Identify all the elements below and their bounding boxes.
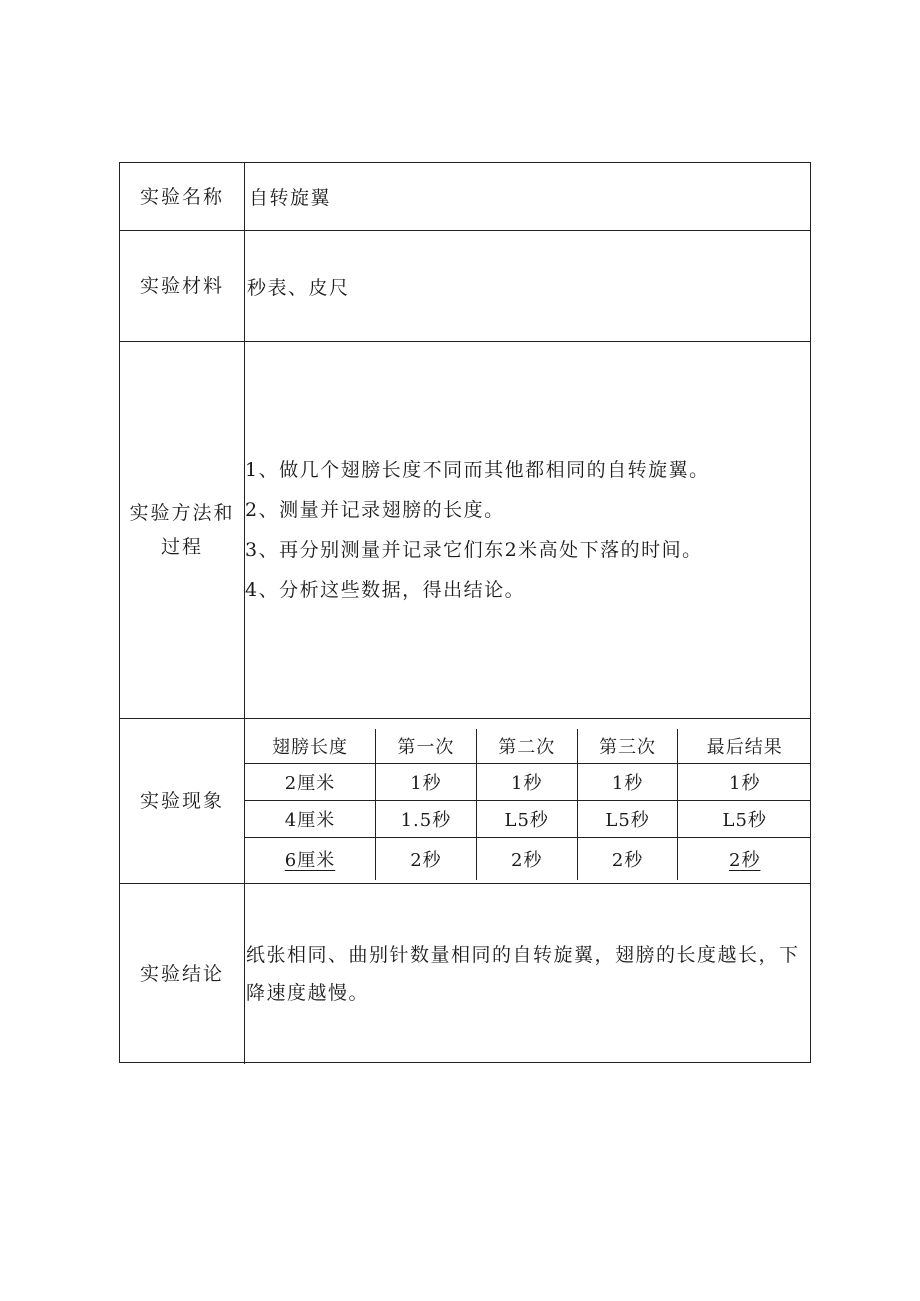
label-method-line1: 实验方法和: [129, 502, 235, 524]
header-trial-1: 第一次: [376, 729, 477, 764]
row-experiment-conclusion: [120, 884, 810, 1064]
method-steps-list: [245, 450, 710, 610]
value-experiment-name: 自转旋翼: [249, 187, 332, 209]
observation-header-row: [245, 729, 811, 764]
label-experiment-materials: 实验材料: [120, 231, 245, 341]
method-step: 4、分析这些数据，得出结论。: [245, 579, 526, 601]
label-experiment-name: 实验名称: [120, 163, 245, 230]
cell-final-result: L5秒: [678, 801, 811, 838]
cell-trial-2: L5秒: [476, 801, 577, 838]
header-trial-2: 第二次: [476, 729, 577, 764]
observation-table: [245, 729, 811, 880]
label-experiment-phenomenon: 实验现象: [120, 719, 245, 883]
method-step: 1、做几个翅膀长度不同而其他都相同的自转旋翼。: [245, 459, 710, 481]
cell-trial-3: L5秒: [577, 801, 678, 838]
row-experiment-name: [120, 163, 810, 231]
cell-trial-1: 1.5秒: [376, 801, 477, 838]
cell-trial-2: 2秒: [476, 838, 577, 881]
table-row: [245, 838, 811, 881]
table-row: [245, 764, 811, 801]
underlined-value: 2秒: [729, 850, 761, 871]
cell-wing-length: 4厘米: [245, 801, 376, 838]
cell-trial-3: 2秒: [577, 838, 678, 881]
row-experiment-phenomenon: [120, 719, 810, 884]
cell-trial-1: 2秒: [376, 838, 477, 881]
cell-trial-3: 1秒: [577, 764, 678, 801]
method-steps-cell: [245, 342, 810, 718]
method-step: 3、再分别测量并记录它们东2米高处下落的时间。: [245, 539, 703, 561]
table-row: [245, 801, 811, 838]
label-method-line2: 过程: [160, 536, 203, 558]
cell-trial-2: 1秒: [476, 764, 577, 801]
row-experiment-materials: [120, 231, 810, 342]
header-final-result: 最后结果: [678, 729, 811, 764]
label-experiment-method: [120, 342, 245, 718]
header-wing-length: 翅膀长度: [245, 729, 376, 764]
method-step: 2、测量并记录翅膀的长度。: [245, 499, 505, 521]
label-experiment-conclusion: 实验结论: [120, 884, 245, 1064]
cell-final-result: 1秒: [678, 764, 811, 801]
cell-trial-1: 1秒: [376, 764, 477, 801]
header-trial-3: 第三次: [577, 729, 678, 764]
experiment-record-table: [119, 162, 811, 1063]
cell-wing-length: [245, 838, 376, 881]
underlined-value: 6厘米: [284, 850, 336, 871]
conclusion-cell: [245, 884, 810, 1064]
conclusion-text: 纸张相同、曲别针数量相同的自转旋翼，翅膀的长度越长，下降速度越慢。: [246, 944, 800, 1004]
cell-final-result: [678, 838, 811, 881]
cell-wing-length: 2厘米: [245, 764, 376, 801]
row-experiment-method: [120, 342, 810, 719]
value-experiment-materials: 秒表、皮尺: [247, 276, 350, 299]
